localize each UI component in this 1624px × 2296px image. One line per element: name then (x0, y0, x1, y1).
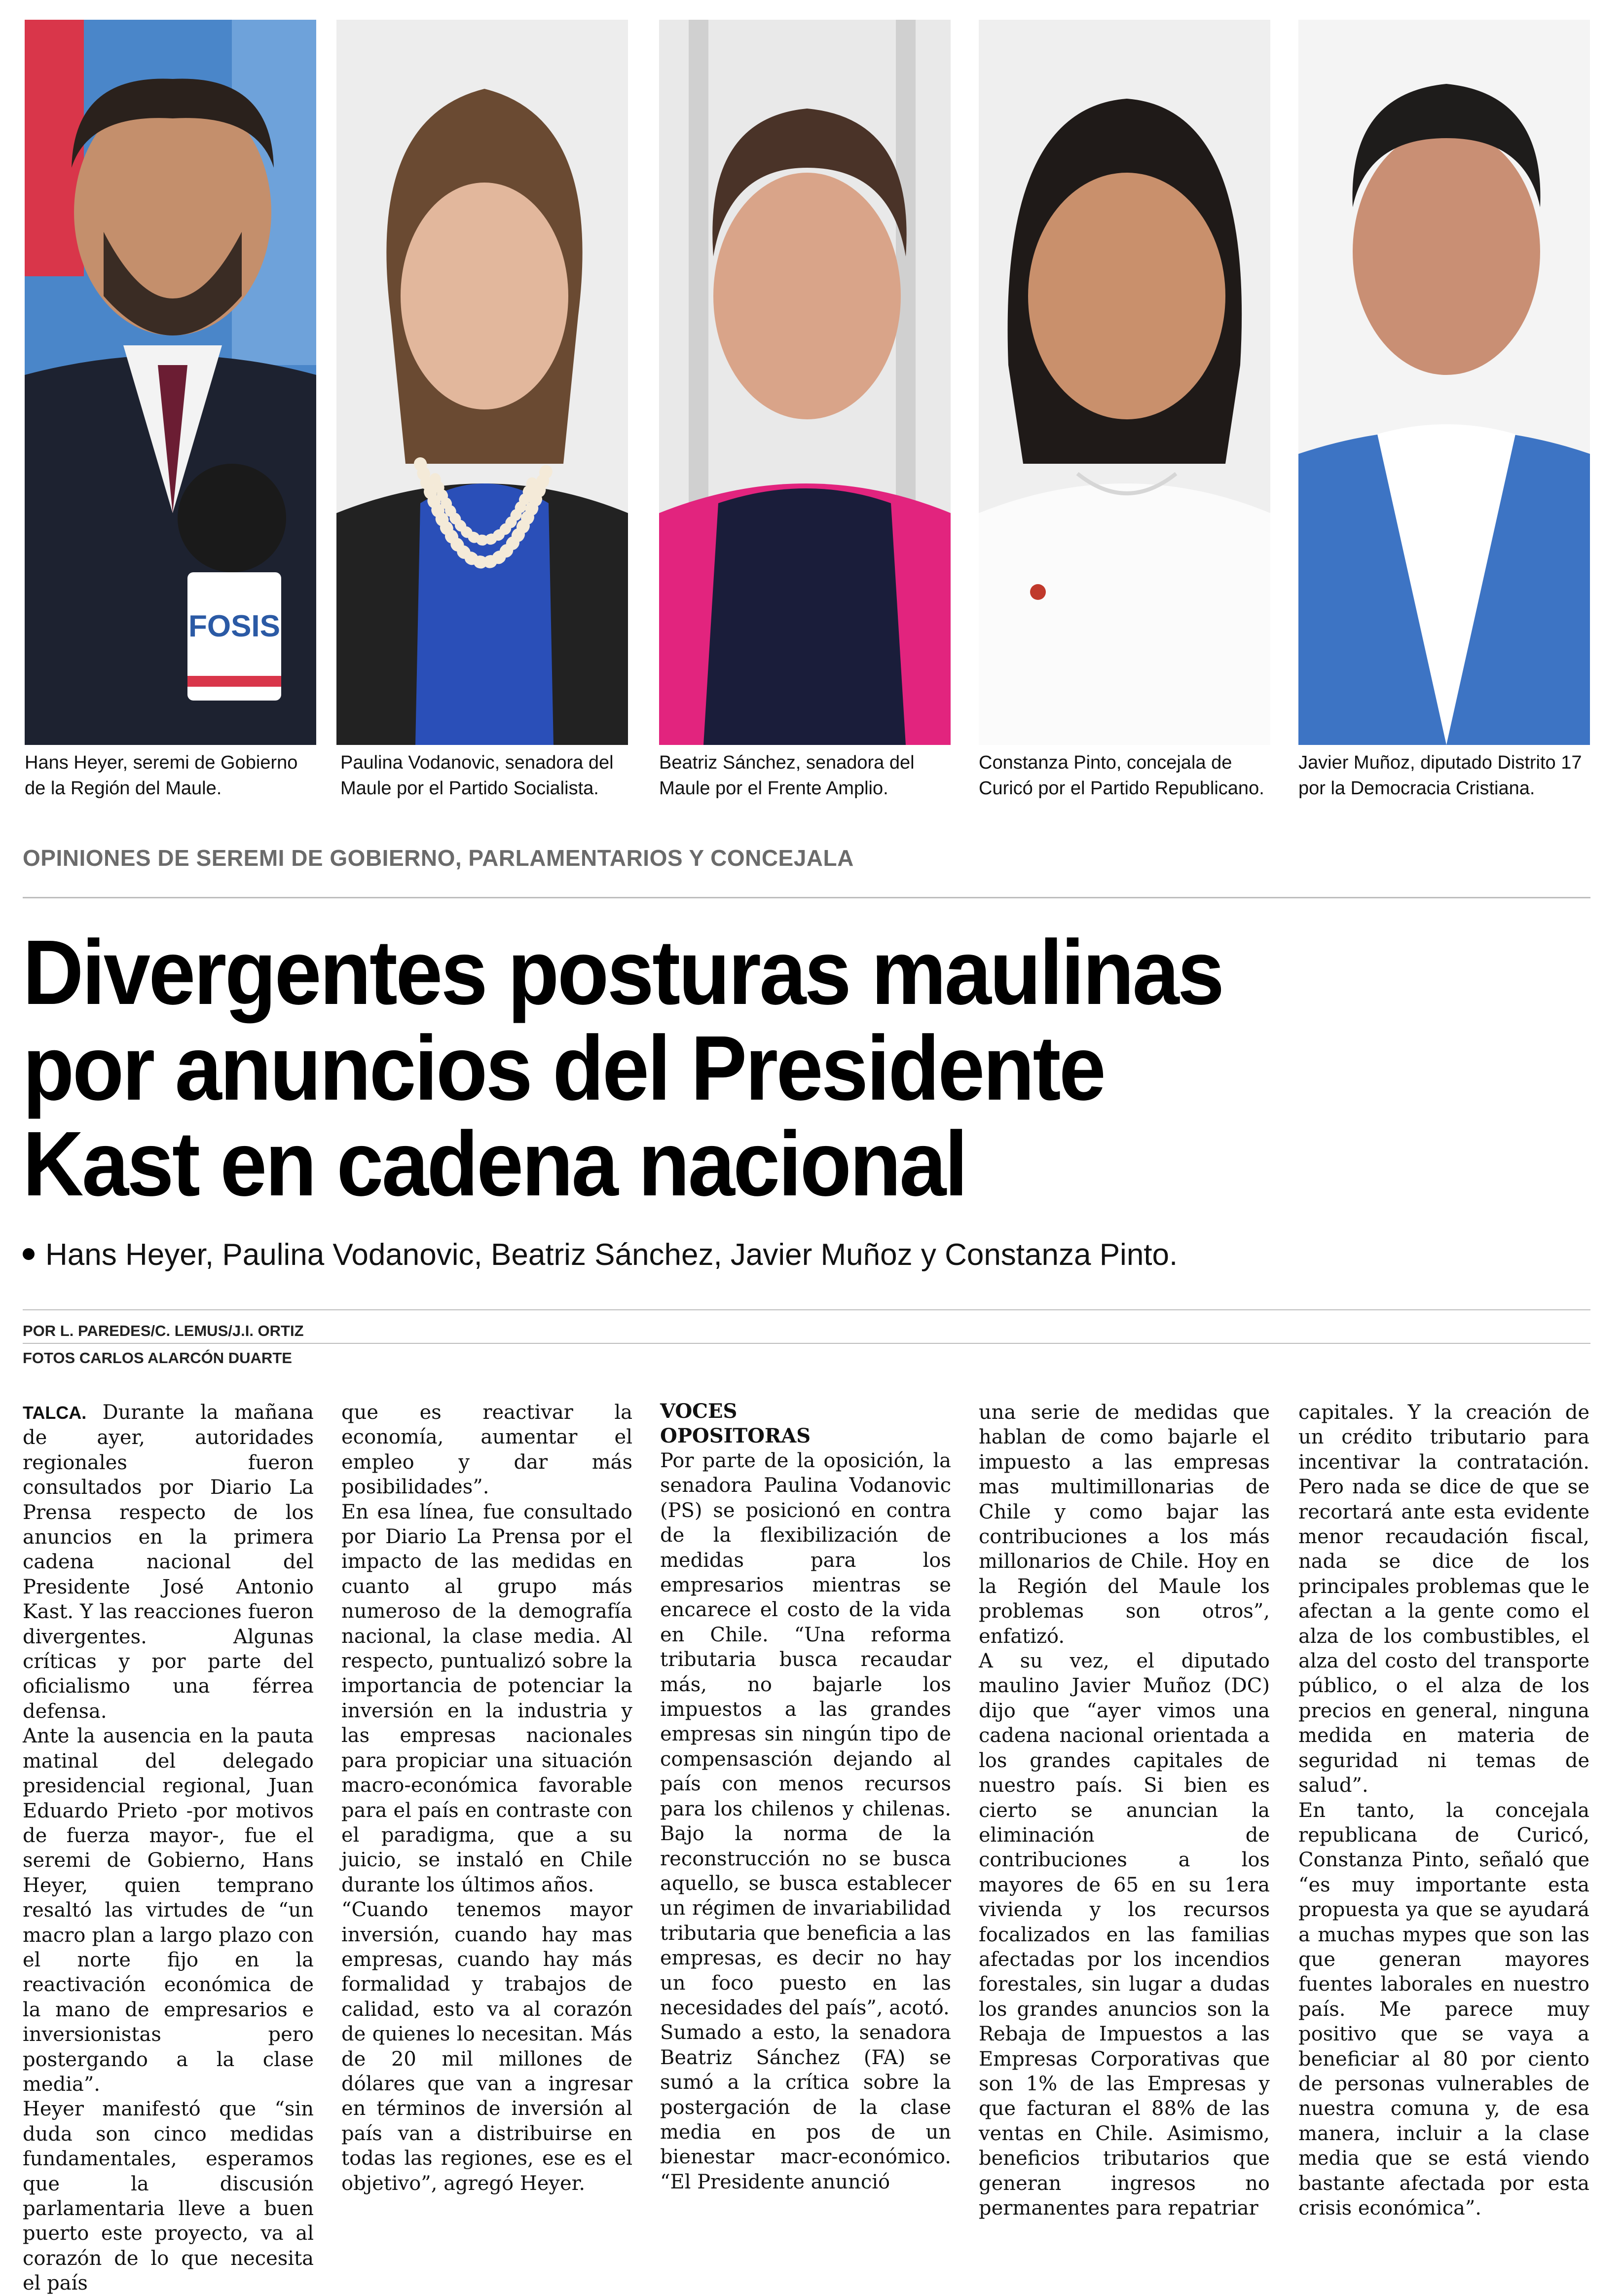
body-column-5 (1298, 1400, 1589, 2221)
photo-hans-heyer (25, 20, 316, 745)
paragraph: que es reactivar la economía, aumentar el empleo y dar más posibilidades”. (341, 1401, 632, 1499)
caption-constanza-pinto: Constanza Pinto, concejala de Curicó por el Partido Republicano. (979, 752, 1264, 799)
subtitle (23, 1237, 1178, 1272)
caption-paulina-vodanovic: Paulina Vodanovic, senadora del Maule por el Partido Socialista. (340, 752, 614, 799)
body-column-2 (341, 1400, 632, 2196)
dateline: TALCA. (23, 1403, 87, 1423)
paragraph: Sumado a esto, la senadora Beatriz Sánchez (FA) se sumó a la crítica sobre la postergación de la clase media en pos de un bienestar macr-económico. “El Presidente anunció (660, 2021, 951, 2193)
paragraph: Por parte de la oposición, la senadora Paulina Vodanovic (PS) se posicionó en contra de la flexibilización de medidas para los empresarios mientras se encarece el costo de la vida en Chile. “Una reforma tributaria busca recaudar más, no bajarle los impuestos a las grandes empresas sin ningún tipo de compensasción dejando al país con menos recursos para los chilenos y chilenas. Bajo la norma de la reconstrucción no se busca aquello, se busca establecer un régimen de invariabilidad tributaria que beneficia a las empresas, es decir no hay un foco puesto en las necesidades del país”, acotó. (660, 1449, 951, 2019)
headline (23, 922, 1452, 1215)
body-column-4 (979, 1400, 1270, 2221)
photo-beatriz-sanchez (659, 20, 951, 745)
byline-mid-divider (23, 1343, 1590, 1344)
body-column-3 (660, 1399, 951, 2194)
headline-line-3: Kast en cadena nacional (23, 1113, 966, 1215)
paragraph: “Cuando tenemos mayor inversión, cuando hay mas empresas, cuando hay más formalidad y trabajos de calidad, esto va al corazón de quienes lo necesitan. Más de 20 mil millones de dólares que van a ingresar en términos de inversión al país van a distribuirse en todas las regiones, ese es el objetivo”, agregó Heyer. (341, 1898, 632, 2195)
fosis-logo: FOSIS (188, 609, 281, 643)
section-heading: VOCES OPOSITORAS (660, 1400, 811, 1447)
paragraph: En esa línea, fue consultado por Diario La Prensa por el impacto de las medidas en cuanto al grupo más numeroso de la demografía nacional, la clase media. Al respecto, puntualizó sobre la importancia de potenciar la inversión en la industria y las empresas nacionales para propiciar una situación macro-económica favorable para el país en contraste con el paradigma, que a su juicio, se instaló en Chile durante los últimos años. (341, 1500, 632, 1896)
body-column-1 (23, 1400, 314, 2296)
bullet-icon (23, 1248, 35, 1260)
photo-javier-munoz (1298, 20, 1590, 745)
byline-top-divider (23, 1309, 1590, 1310)
subtitle-text: Hans Heyer, Paulina Vodanovic, Beatriz Sánchez, Javier Muñoz y Constanza Pinto. (45, 1238, 1178, 1272)
headline-line-1: Divergentes posturas maulinas (23, 922, 1223, 1024)
byline-authors: POR L. PAREDES/C. LEMUS/J.I. ORTIZ (23, 1322, 304, 1339)
kicker-divider (23, 897, 1590, 898)
paragraph: TALCA. Durante la mañana de ayer, autoridades regionales fueron consultados por Diario La Prensa respecto de los anuncios en la primera cadena nacional del Presidente José Antonio Kast. Y las reacciones fueron divergentes. Algunas críticas y por parte del oficialismo una férrea defensa. (23, 1401, 314, 1723)
photo-paulina-vodanovic (336, 20, 628, 745)
byline-photos: FOTOS CARLOS ALARCÓN DUARTE (23, 1349, 292, 1367)
kicker: OPINIONES DE SEREMI DE GOBIERNO, PARLAMENTARIOS Y CONCEJALA (23, 845, 854, 871)
caption-hans-heyer: Hans Heyer, seremi de Gobierno de la Región del Maule. (25, 752, 298, 799)
paragraph: A su vez, el diputado maulino Javier Muñoz (DC) dijo que “ayer vimos una cadena nacional orientada a los grandes capitales de nuestro país. Si bien es cierto se anuncian la eliminación de contribuciones a los mayores de 65 en su 1era vivienda y los recursos focalizados en las familias afectadas por los incendios forestales, sin lugar a dudas los grandes anuncios son la Rebaja de Impuestos a las Empresas Corporativas que son 1% de las Empresas y que facturan el 88% de las ventas en Chile. Asimismo, beneficios tributarios que generan ingresos no permanentes para repatriar (979, 1650, 1270, 2220)
paragraph: En tanto, la concejala republicana de Curicó, Constanza Pinto, señaló que “es muy importante esta propuesta ya que se ayudará a muchas mypes que son las que generan mayores fuentes laborales en nuestro país. Me parece muy positivo que se vaya a beneficiar al 80 por ciento de personas vulnerables de nuestra comuna y, de esa manera, incluir a la clase media que se está viendo bastante afectada por esta crisis económica”. (1298, 1799, 1589, 2220)
paragraph: Heyer manifestó que “sin duda son cinco medidas fundamentales, esperamos que la discusión parlamentaria lleve a buen puerto este proyecto, va al corazón de lo que necesita el país (23, 2098, 314, 2295)
paragraph: capitales. Y la creación de un crédito tributario para incentivar la contratación. Pero nada se dice de que se recortará ante esta evidente menor recaudación fiscal, nada se dice de los principales problemas que le afectan a la gente como el alza de los combustibles, el alza del costo del transporte público, o el alza de los precios en general, ninguna medida en materia de seguridad ni temas de salud”. (1298, 1401, 1589, 1797)
headline-line-2: por anuncios del Presidente (23, 1017, 1105, 1119)
caption-beatriz-sanchez: Beatriz Sánchez, senadora del Maule por el Frente Amplio. (659, 752, 915, 799)
caption-javier-munoz: Javier Muñoz, diputado Distrito 17 por la Democracia Cristiana. (1298, 752, 1582, 799)
paragraph: una serie de medidas que hablan de como bajarle el impuesto a las empresas mas multimillonarias de Chile y como bajar las contribuciones a los más millonarios de Chile. Hoy en la Región del Maule los problemas son otros”, enfatizó. (979, 1401, 1270, 1648)
photo-constanza-pinto (979, 20, 1270, 745)
paragraph: Ante la ausencia en la pauta matinal del delegado presidencial regional, Juan Eduardo Prieto -por motivos de fuerza mayor-, fue el seremi de Gobierno, Hans Heyer, quien temprano resaltó las virtudes de “un macro plan a largo plazo con el norte fijo en la reactivación económica de la mano de empresarios e inversionistas pero postergando a la clase media”. (23, 1725, 314, 2096)
